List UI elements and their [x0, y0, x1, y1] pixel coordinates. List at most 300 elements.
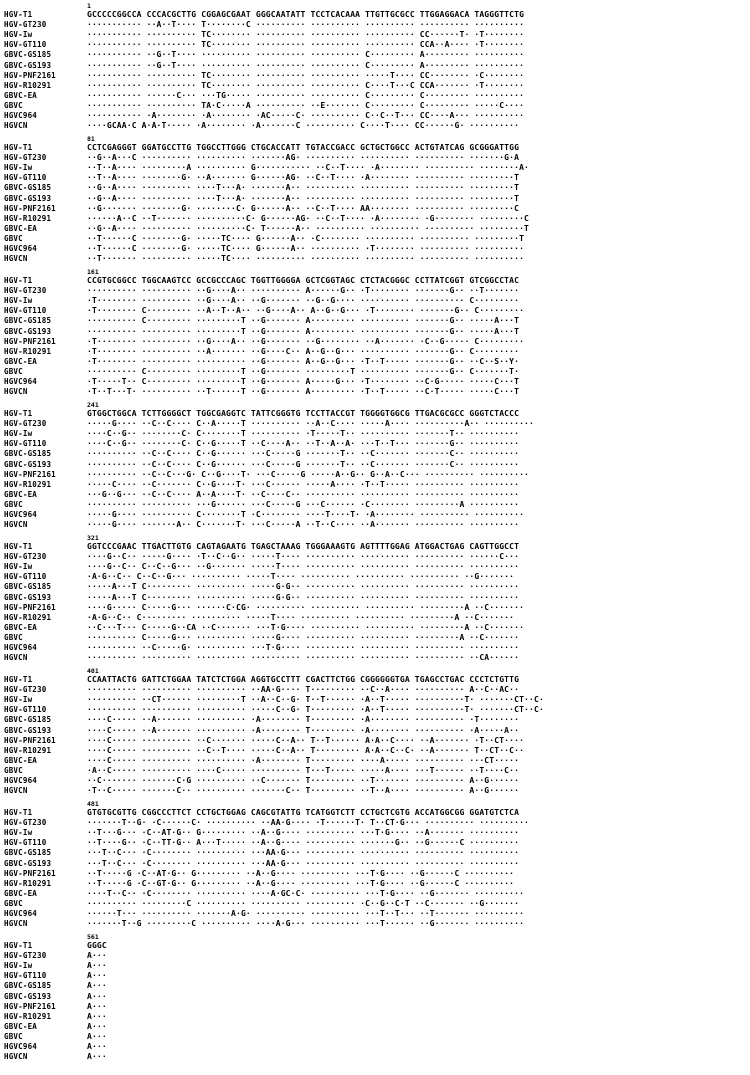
- sequence-text: A···: [87, 981, 107, 991]
- strain-label: HGV-T1: [4, 276, 33, 285]
- alignment-row: [4, 357, 746, 366]
- alignment-row: [4, 61, 746, 70]
- strain-label: GBVC-GS193: [4, 592, 52, 602]
- alignment-row: [4, 316, 746, 325]
- alignment-row: [4, 480, 746, 489]
- sequence-text: ·······T··G· ·C······C· ·········· ··AA·G···· ·T······T· T··CT·G··· ·········· ··········: [87, 818, 530, 828]
- alignment-row: [4, 183, 746, 192]
- alignment-row: [4, 101, 746, 110]
- sequence-text: ··········· ······C··· ···TG····· ·········· ·········· C········· C········· ··········: [87, 90, 525, 100]
- alignment-row: [4, 1022, 746, 1031]
- sequence-text: ····T··C·· ·C········ ·········· ····A·GC·C· ·········· ···T·G···· ··G······· ··········: [87, 888, 525, 898]
- sequence-text: ····C····· ··A······· ·········· ·A········ T········· ·A········ ·········· ·A·····A··: [87, 725, 520, 735]
- sequence-text: ····C····· ·········· ·········· ·A········ T········· ····A····· ·········· ···CT·····: [87, 755, 520, 765]
- alignment-row: [4, 756, 746, 765]
- sequence-text: ·········· ··C··C···G· C··G····T· ···C·····G ·····A··G·· G··A··C··· ·········· ··········: [87, 469, 530, 479]
- sequence-text: GTGGCTGGCA TCTTGGGGCT TGGCGAGGTC TATTCGGGTG TCCTTACCGT TGGGGTGGCG TTGACGCGCC GGGTCTACCC: [87, 409, 520, 418]
- sequence-text: ··G······· ········G· ········C· G······A·· ··C··T···· AA········ ·········· ·········C: [87, 203, 520, 213]
- alignment-block: [4, 667, 746, 796]
- alignment-row: [4, 40, 746, 49]
- strain-label: GBVC-GS185: [4, 981, 52, 991]
- sequence-text: ··T······C ········G· ·····TC···· G······A·· ·C········ ·········· ·········· ·········T: [87, 233, 525, 243]
- sequence-text: ·····A···T C········· ·········· ·····G·G·· ·········· ·········· ·········· ··········: [87, 592, 520, 602]
- alignment-row: [4, 889, 746, 898]
- sequence-text: ·T········ C········· ··A··T··A·· ··G····A·· A··G··G··· ·T········ ·······G·· C·········: [87, 306, 525, 316]
- sequence-text: ····C····· ·········· ··C··T···· ·····C··A·· T········· A·A··C··C· ··A······· T··CT··C··: [87, 745, 525, 755]
- alignment-row: [4, 572, 746, 581]
- sequence-text: ·········· ·········· ·········· ·········· ·········· ·········· ·········· ··CA······: [87, 653, 520, 663]
- strain-label: GBVC-GS193: [4, 858, 52, 868]
- sequence-text: ··T·····G ·C··GT·G·· G········· ··A··G···· ·········· ···T·G···· ··G······C ··········: [87, 878, 515, 888]
- alignment-row: [4, 786, 746, 795]
- alignment-row: [4, 204, 746, 213]
- sequence-text: A···: [87, 1031, 107, 1041]
- strain-label: HGV-R10291: [4, 1011, 52, 1021]
- alignment-row: [4, 643, 746, 652]
- sequence-text: ··········· ·········· TA·C·····A ·········· ··E······· C········· C········· ·····C····: [87, 100, 525, 110]
- strain-label: GBVC: [4, 366, 23, 376]
- strain-label: HGV-GT230: [4, 951, 47, 961]
- alignment-row: [4, 419, 746, 428]
- strain-label: HGV-PNF2161: [4, 70, 56, 80]
- position-number: 401: [87, 667, 99, 675]
- alignment-row: [4, 194, 746, 203]
- alignment-row: [4, 296, 746, 305]
- sequence-text: ··········· ·········· TC········ ·········· ·········· ·········· CCA··A···· ·T········: [87, 40, 525, 50]
- sequence-text: ·T·····T·· C········· ·········T ··G······· A·····G··· ·T········ ··C·G····· ·····C···T: [87, 377, 520, 386]
- alignment-block: [4, 933, 746, 1062]
- sequence-text: ·········· ·········· ··G····A·· ·········· A······G·· ·T········ ·······G·· ··T·······: [87, 286, 520, 296]
- strain-label: HGV-R10291: [4, 612, 52, 622]
- strain-label: HGV-Iw: [4, 429, 33, 439]
- strain-label: GBVC-GS193: [4, 991, 52, 1001]
- alignment-row: [4, 121, 746, 130]
- alignment-row: [4, 818, 746, 827]
- alignment-row: [4, 224, 746, 233]
- strain-label: HGVC964: [4, 377, 38, 386]
- alignment-row: [4, 449, 746, 458]
- sequence-text: ···T··C··· ·C········ ·········· ···AA·G··· ·········· ·········· ·········· ··········: [87, 848, 520, 858]
- strain-label: HGVC964: [4, 510, 38, 519]
- alignment-row: [4, 244, 746, 253]
- sequence-text: ·T··C····· ·······C·· ·········· ·······C·· T········· ··T··A···· ·········· A··G······: [87, 786, 520, 796]
- strain-label: GBVC-GS185: [4, 316, 52, 326]
- sequence-text: ·········· C·····G··· ·········· ·····G···· ·········· ·········· ·········A ··C·······: [87, 632, 520, 642]
- strain-label: GBVC: [4, 233, 23, 243]
- alignment-row: [4, 838, 746, 847]
- sequence-text: ·T········ ·········· ··G····A·· ··G······· ··G··G···· ·········· ·········· C·········: [87, 296, 520, 306]
- sequence-text: ·········· ··C··C···· C··G······ ···C·····G ·······T·· ··C······· ·······C·· ··········: [87, 459, 520, 469]
- alignment-row: [4, 50, 746, 59]
- alignment-row: [4, 746, 746, 755]
- alignment-row: [4, 633, 746, 642]
- strain-label: GBVC-GS193: [4, 60, 52, 70]
- sequence-text: ·T········ ·········· ·········· ··G······· A··G··G··· ·T··T····· ·······G·· ··C··S··Y·: [87, 356, 520, 366]
- sequence-text: ·········· ·········· ·········· ·····C··G· T········· ·A··T····· ··········T· ·······CT··C·: [87, 705, 544, 715]
- strain-label: HGVC964: [4, 111, 38, 120]
- position-number: 81: [87, 135, 95, 143]
- alignment-row: [4, 1002, 746, 1011]
- strain-label: HGV-PNF2161: [4, 735, 56, 745]
- alignment-row: [4, 327, 746, 336]
- alignment-row: [4, 30, 746, 39]
- strain-label: HGVCN: [4, 387, 28, 397]
- sequence-text: ··········· ·A········ ·A········ ·AC·····C· ·········· C··C··T··· CC····A··· ··········: [87, 111, 525, 120]
- alignment-block: [4, 135, 746, 264]
- alignment-row: [4, 951, 746, 960]
- alignment-row: [4, 520, 746, 529]
- strain-label: HGV-R10291: [4, 878, 52, 888]
- alignment-row: [4, 552, 746, 561]
- sequence-text: ·T········ ·········· ··G····A·· ··G······· ··G········ ··A······· ·C··G····· C·········: [87, 336, 525, 346]
- position-number: 161: [87, 268, 99, 276]
- alignment-row: [4, 20, 746, 29]
- strain-label: HGV-PNF2161: [4, 203, 56, 213]
- strain-label: GBVC-GS193: [4, 459, 52, 469]
- sequence-text: ·T··T···T· ·········· ··T······T ··G······· A········· ·T··T····· ··C·T····· ·····C···T: [87, 387, 520, 397]
- sequence-text: ··T······· ·········· ·····TC···· ·········· ·········· ·········· ·········· ··········: [87, 254, 525, 264]
- strain-label: HGVCN: [4, 653, 28, 663]
- sequence-text: A···: [87, 1052, 107, 1062]
- strain-label: GBVC-EA: [4, 755, 38, 765]
- sequence-text: ····GCAA·C A·A·T····· ·A········ ·A·······C ·········· C····T···· CC······G· ··········: [87, 121, 520, 131]
- strain-label: HGV-PNF2161: [4, 868, 56, 878]
- sequence-text: ··G··A···· ·········· ··········C· T······A·· ·········· ·········· ·········· ·········T: [87, 223, 530, 233]
- alignment-row: [4, 971, 746, 980]
- sequence-text: ····C····· ·········· ··C······· ·····C··A·· T··T······ A·A··C···· ··A······· ·T··CT····: [87, 735, 525, 745]
- strain-label: HGVCN: [4, 1052, 28, 1062]
- alignment-row: [4, 766, 746, 775]
- alignment-row: [4, 439, 746, 448]
- alignment-row: [4, 143, 746, 152]
- sequence-text: ··········· ··G··T···· ·········· ·········· ·········· C········· A········· ··········: [87, 60, 525, 70]
- strain-label: HGV-T1: [4, 941, 33, 950]
- sequence-text: ··T······C ········G· ·····TC···· G······A·· ·········· ·T········ ·········· ··········: [87, 244, 525, 253]
- alignment-row: [4, 254, 746, 263]
- alignment-row: [4, 470, 746, 479]
- sequence-text: ·A··C····· ·········· ····C····· ·········· T···T····· ·····A···· ···T······ ··T····C··: [87, 765, 520, 775]
- sequence-text: ·A·G··C·· C··C··G··· ·········· ·····T···· ·········· ·········· ·········· ··G·······: [87, 572, 515, 582]
- alignment-block: [4, 2, 746, 131]
- strain-label: HGVC964: [4, 1042, 38, 1051]
- sequence-text: ····G··C·· C··C··G··· ··G······· ·····T···· ·········· ·········· ·········· ··········: [87, 562, 520, 572]
- strain-label: HGVCN: [4, 121, 28, 131]
- alignment-row: [4, 409, 746, 418]
- sequence-text: CCGTGCGGCC TGGCAAGTCC GCCGCCCAGC TGGTTGGGGA GCTCGGTAGC CTCTACGGGC CCTTATCGGT GTCGGCCTAC: [87, 276, 520, 285]
- strain-label: HGV-R10291: [4, 346, 52, 356]
- sequence-text: ····C····· ··A······· ·········· ·A········ T········· ·A········ ·········· ·T········: [87, 715, 520, 725]
- strain-label: HGV-GT230: [4, 552, 47, 562]
- strain-label: GBVC: [4, 765, 23, 775]
- alignment-row: [4, 695, 746, 704]
- alignment-row: [4, 1042, 746, 1051]
- alignment-row: [4, 685, 746, 694]
- position-number: 1: [87, 2, 91, 10]
- strain-label: GBVC-EA: [4, 888, 38, 898]
- alignment-row: [4, 460, 746, 469]
- strain-label: HGV-GT110: [4, 40, 47, 50]
- position-number: 481: [87, 800, 99, 808]
- alignment-row: [4, 961, 746, 970]
- sequence-text: ····G··C·· ·····G···· ·T··C··G·· ·····T···· ·········· ·········· ·········· ······C···: [87, 552, 520, 562]
- strain-label: HGV-GT110: [4, 971, 47, 981]
- sequence-text: ·····G···· ·········· C········T ·C········ ····T····T· ·A········ ·········· ··········: [87, 510, 525, 519]
- alignment-row: [4, 828, 746, 837]
- strain-label: GBVC: [4, 898, 23, 908]
- alignment-row: [4, 582, 746, 591]
- sequence-text: ·········· ·········· ···G······ ···C·····G ···C······ ·C········ ·········A ··········: [87, 499, 520, 509]
- alignment-row: [4, 879, 746, 888]
- strain-label: HGVCN: [4, 520, 28, 530]
- alignment-row: [4, 909, 746, 918]
- alignment-row: [4, 848, 746, 857]
- alignment-row: [4, 776, 746, 785]
- sequence-text: ·········· ·········· ·········T ··G······· A········· ·········· ·······G·· ·····A···T: [87, 326, 520, 336]
- sequence-text: ······A··C ··T······· ··········C· G······AG· ··C··T···· ·A········ ·G········ ·········C: [87, 213, 530, 223]
- alignment-row: [4, 613, 746, 622]
- strain-label: HGV-PNF2161: [4, 1001, 56, 1011]
- sequence-text: ·····G···· ·······A·· C·······T· ···C·····A ··T··C···· ··A······· ·········· ··········: [87, 520, 520, 530]
- sequence-text: A···: [87, 1011, 107, 1021]
- alignment-row: [4, 377, 746, 386]
- position-number: 321: [87, 534, 99, 542]
- strain-label: GBVC-GS193: [4, 326, 52, 336]
- alignment-row: [4, 163, 746, 172]
- strain-label: GBVC: [4, 632, 23, 642]
- sequence-text: ·········· ·········C ·········· ·········· ·········· ·C··G··C·T ··C······· ··G·······: [87, 898, 520, 908]
- alignment-row: [4, 736, 746, 745]
- strain-label: HGVCN: [4, 919, 28, 929]
- strain-label: HGV-Iw: [4, 30, 33, 40]
- strain-label: GBVC-EA: [4, 356, 38, 366]
- strain-label: GBVC: [4, 1031, 23, 1041]
- sequence-text: ·······T··G ·········C ·········· ····A·G··· ·········· ···T······ ··G······· ··········: [87, 919, 525, 929]
- sequence-text: GCCCCCGGCCA CCCACGCTTG CGGAGCGAAT GGGCAATATT TCCTCACAAA TTGTTGCGCC TTGGAGGACA TAGGGTTCTG: [87, 10, 525, 19]
- sequence-text: A···: [87, 1042, 107, 1051]
- sequence-text: CCTCGAGGGT GGATGCCTTG TGGCCTTGGG CTGCACCATT TGTACCGACC GCTGCTGGCC ACTGTATCAG GCGGGATTGG: [87, 143, 520, 152]
- strain-label: HGV-Iw: [4, 828, 33, 838]
- alignment-block: [4, 800, 746, 929]
- sequence-text: ·········· ··CT······ ·········T ··A··C··G· T··T······ ·A··T····· ··········T· ·······CT··C·: [87, 695, 544, 705]
- sequence-text: ·····A···T C········· ·········· ·····G·G·· ·········· ·········· ·········· ··········: [87, 582, 520, 592]
- strain-label: GBVC-EA: [4, 622, 38, 632]
- alignment-row: [4, 510, 746, 519]
- alignment-row: [4, 10, 746, 19]
- strain-label: GBVC-GS185: [4, 582, 52, 592]
- sequence-text: ····G····· C·····G··· ······C·CG· ·········· ·········· ·········· ·········A ··C·······: [87, 602, 525, 612]
- alignment-row: [4, 981, 746, 990]
- strain-label: HGV-R10291: [4, 745, 52, 755]
- sequence-text: ·T········ ·········· ··A······· ··G····C·· A··G··G··· ·········· ·······G·· C·········: [87, 346, 520, 356]
- alignment-row: [4, 234, 746, 243]
- strain-label: GBVC: [4, 100, 23, 110]
- strain-label: GBVC-GS185: [4, 50, 52, 60]
- strain-label: GBVC-GS185: [4, 183, 52, 193]
- sequence-text: ··T···G··· ·C··AT·G·· G········· ··A··G···· ·········· ···T·G···· ··A······· ··········: [87, 828, 520, 838]
- sequence-text: A···: [87, 961, 107, 971]
- alignment-row: [4, 653, 746, 662]
- strain-label: GBVC-EA: [4, 489, 38, 499]
- strain-label: HGV-R10291: [4, 80, 52, 90]
- alignment-row: [4, 715, 746, 724]
- strain-label: HGV-GT230: [4, 685, 47, 695]
- sequence-text: ··········· ·········· TC········ ·········· ·········· ·········· CC······T· ·T········: [87, 30, 525, 40]
- strain-label: HGV-T1: [4, 409, 33, 418]
- sequence-text: ·A·G··C·· C········· ·········· ·····T···· ·········· ·········· ·········A ··C·······: [87, 612, 515, 622]
- sequence-text: ······T··· ·········· ·······A·G· ·········· ·········· ···T··T··· ··T······· ··········: [87, 909, 525, 918]
- alignment-row: [4, 81, 746, 90]
- strain-label: GBVC-EA: [4, 223, 38, 233]
- sequence-text: ··T·····G ·C··AT·G·· G········· ··A··G···· ·········· ···T·G···· ··G······C ··········: [87, 868, 515, 878]
- strain-label: HGV-GT230: [4, 286, 47, 296]
- strain-label: HGVC964: [4, 776, 38, 785]
- alignment-row: [4, 153, 746, 162]
- strain-label: HGV-Iw: [4, 695, 33, 705]
- strain-label: HGVC964: [4, 909, 38, 918]
- alignment-row: [4, 859, 746, 868]
- alignment-row: [4, 429, 746, 438]
- sequence-text: ·········· C········· ·········T ··G······· A········· ·········· ·······G·· ·····A···T: [87, 316, 520, 326]
- sequence-text: ··C···T··· C·····G··CA ··C······· ···T·G···· ·········· ·········· ·········A ··C·······: [87, 622, 525, 632]
- sequence-text: GGGC: [87, 941, 107, 950]
- sequence-text: ·····C···· ··C······· C··G····T· ···C······ ·····A···· ·T··T····· ·········· ··········: [87, 479, 520, 489]
- sequence-text: ··T··A···· ·········A ·········· G··········· ··C··T···· ·A········ ·········· ········A·: [87, 163, 530, 173]
- strain-label: GBVC-EA: [4, 90, 38, 100]
- sequence-text: ··········· ·········· TC········ ·········· ·········· ·····T···· CC········ ·C········: [87, 70, 525, 80]
- strain-label: HGV-R10291: [4, 213, 52, 223]
- sequence-text: ··········· ··A··T···· T········C ·········· ·········· ·········· ·········· ··········: [87, 20, 525, 30]
- alignment-row: [4, 1012, 746, 1021]
- strain-label: HGVC964: [4, 643, 38, 652]
- alignment-row: [4, 623, 746, 632]
- sequence-text: ··G··A···· ·········· ····T···A· ·······A·· ·········· ·········· ·········· ·········T: [87, 193, 520, 203]
- position-number: 561: [87, 933, 99, 941]
- sequence-text: ··G··A···C ·········· ·········· ·······AG· ·········· ·········· ·········· ·······G·A: [87, 153, 520, 163]
- alignment-row: [4, 675, 746, 684]
- alignment-block: [4, 268, 746, 397]
- alignment-block: [4, 401, 746, 530]
- strain-label: HGV-T1: [4, 675, 33, 684]
- alignment-block: [4, 534, 746, 663]
- sequence-text: ··T··A···· ········G· ··A······· G······AG· ··C··T···· ·A········ ·········· ·········T: [87, 173, 520, 183]
- strain-label: HGV-GT110: [4, 572, 47, 582]
- alignment-row: [4, 387, 746, 396]
- strain-label: HGV-GT110: [4, 838, 47, 848]
- sequence-text: ····C··G·· ········C· C········T ·········· ·T·····T·· ·········· ·······T·· ··········: [87, 429, 520, 439]
- alignment-row: [4, 500, 746, 509]
- strain-label: HGV-GT230: [4, 419, 47, 429]
- sequence-text: A···: [87, 971, 107, 981]
- alignment-row: [4, 276, 746, 285]
- alignment-row: [4, 173, 746, 182]
- sequence-text: ····C··G·· ········C· C··G·····T ··C····A·· ··T··A··A· ···T··T··· ·······G·· ··········: [87, 439, 520, 449]
- sequence-text: ··········· ··G··T···· ·········· ·········· ·········· C········· A········· ··········: [87, 50, 525, 60]
- sequence-text: ·········· C········· ·········T ··G······· ·········T ·········· ·······G·· C·······T·: [87, 366, 520, 376]
- strain-label: HGV-PNF2161: [4, 469, 56, 479]
- sequence-text: A···: [87, 991, 107, 1001]
- alignment-row: [4, 286, 746, 295]
- strain-label: GBVC-GS185: [4, 715, 52, 725]
- strain-label: HGV-Iw: [4, 163, 33, 173]
- strain-label: GBVC-EA: [4, 1021, 38, 1031]
- alignment-row: [4, 306, 746, 315]
- strain-label: HGV-Iw: [4, 562, 33, 572]
- strain-label: HGV-GT110: [4, 173, 47, 183]
- alignment-row: [4, 869, 746, 878]
- strain-label: HGV-T1: [4, 143, 33, 152]
- strain-label: HGVCN: [4, 254, 28, 264]
- sequence-text: ···T··C··· ·C········ ·········· ···AA·G··· ·········· ·········· ·········· ··········: [87, 858, 520, 868]
- alignment-row: [4, 111, 746, 120]
- sequence-text: ·········· ·········· ·········· ··AA·G···· T········· ··C··A···· ·········· A··C··AC··: [87, 685, 520, 695]
- sequence-text: GTGTGCGTTG CGGCCCTTCT CCTGCTGGAG CAGCGTATTG TCATGGTCTT CCTGCTCGTG ACCATGGCGG GGATGTCTCA: [87, 808, 520, 817]
- strain-label: GBVC-GS185: [4, 848, 52, 858]
- strain-label: HGV-R10291: [4, 479, 52, 489]
- sequence-text: A···: [87, 951, 107, 961]
- alignment-row: [4, 347, 746, 356]
- position-number: 241: [87, 401, 99, 409]
- alignment-row: [4, 490, 746, 499]
- alignment-row: [4, 337, 746, 346]
- sequence-text: A···: [87, 1021, 107, 1031]
- strain-label: GBVC-GS193: [4, 193, 52, 203]
- strain-label: HGV-GT110: [4, 705, 47, 715]
- alignment-row: [4, 367, 746, 376]
- alignment-row: [4, 705, 746, 714]
- alignment-row: [4, 808, 746, 817]
- sequence-text: ··T····G·· ·C··TT·G·· A···T····· ··A··G···· ·········· ·······G·· ··G······C ··········: [87, 838, 520, 848]
- alignment-row: [4, 562, 746, 571]
- strain-label: HGV-Iw: [4, 296, 33, 306]
- alignment-row: [4, 919, 746, 928]
- strain-label: HGV-Iw: [4, 961, 33, 971]
- strain-label: GBVC: [4, 499, 23, 509]
- alignment-row: [4, 71, 746, 80]
- strain-label: HGV-PNF2161: [4, 602, 56, 612]
- strain-label: HGV-GT230: [4, 818, 47, 828]
- alignment-row: [4, 1052, 746, 1061]
- alignment-row: [4, 542, 746, 551]
- alignment-row: [4, 603, 746, 612]
- sequence-text: ·········· ··C··C···· C··G······ ···C·····G ·······T·· ··C······· ·······C·· ··········: [87, 449, 520, 459]
- sequence-text: ··C······· ·······C·G ·········· ··C······· T········· ··T······· ·········· A··G······: [87, 776, 520, 785]
- sequence-text: ·····G···· ··C··C···· C··A·····T ·········· ··A··C···· ·····A···· ··········A·· ··········: [87, 419, 534, 429]
- alignment-row: [4, 91, 746, 100]
- sequence-text: GGTCCCGAAC TTGACTTGTG CAGTAGAATG TGAGCTAAAG TGGGAAAGTG AGTTTTGGAG ATGGACTGAG CAGTTGGCCT: [87, 542, 520, 551]
- sequence-text: ·········· ··C·····G· ·········· ···T·G···· ·········· ·········· ·········· ··········: [87, 643, 520, 652]
- sequence-text: ··G··A···· ·········· ····T···A· ·······A·· ·········· ·········· ·········· ·········T: [87, 183, 520, 193]
- strain-label: HGV-T1: [4, 808, 33, 817]
- alignment-row: [4, 214, 746, 223]
- alignment-row: [4, 941, 746, 950]
- alignment-row: [4, 992, 746, 1001]
- strain-label: GBVC-GS193: [4, 725, 52, 735]
- sequence-text: ···G··G··· ··C··C···· A··A····T· ··C····C·· ·········· ·········· ·········· ··········: [87, 489, 520, 499]
- alignment-row: [4, 726, 746, 735]
- strain-label: HGVC964: [4, 244, 38, 253]
- strain-label: HGVCN: [4, 786, 28, 796]
- strain-label: HGV-GT230: [4, 153, 47, 163]
- strain-label: HGV-PNF2161: [4, 336, 56, 346]
- sequence-text: CCAATTACTG GATTCTGGAA TATCTCTGGA AGGTGCCTTT CGACTTCTGG CGGGGGGTGA TGAGCCTGAC CCCTCTGTTG: [87, 675, 520, 684]
- alignment-row: [4, 899, 746, 908]
- strain-label: HGV-T1: [4, 10, 33, 19]
- strain-label: HGV-GT110: [4, 439, 47, 449]
- strain-label: HGV-T1: [4, 542, 33, 551]
- strain-label: GBVC-GS185: [4, 449, 52, 459]
- strain-label: HGV-GT230: [4, 20, 47, 30]
- sequence-text: ··········· ·········· TC········ ·········· ·········· C····T···C CCA······· ·T········: [87, 80, 525, 90]
